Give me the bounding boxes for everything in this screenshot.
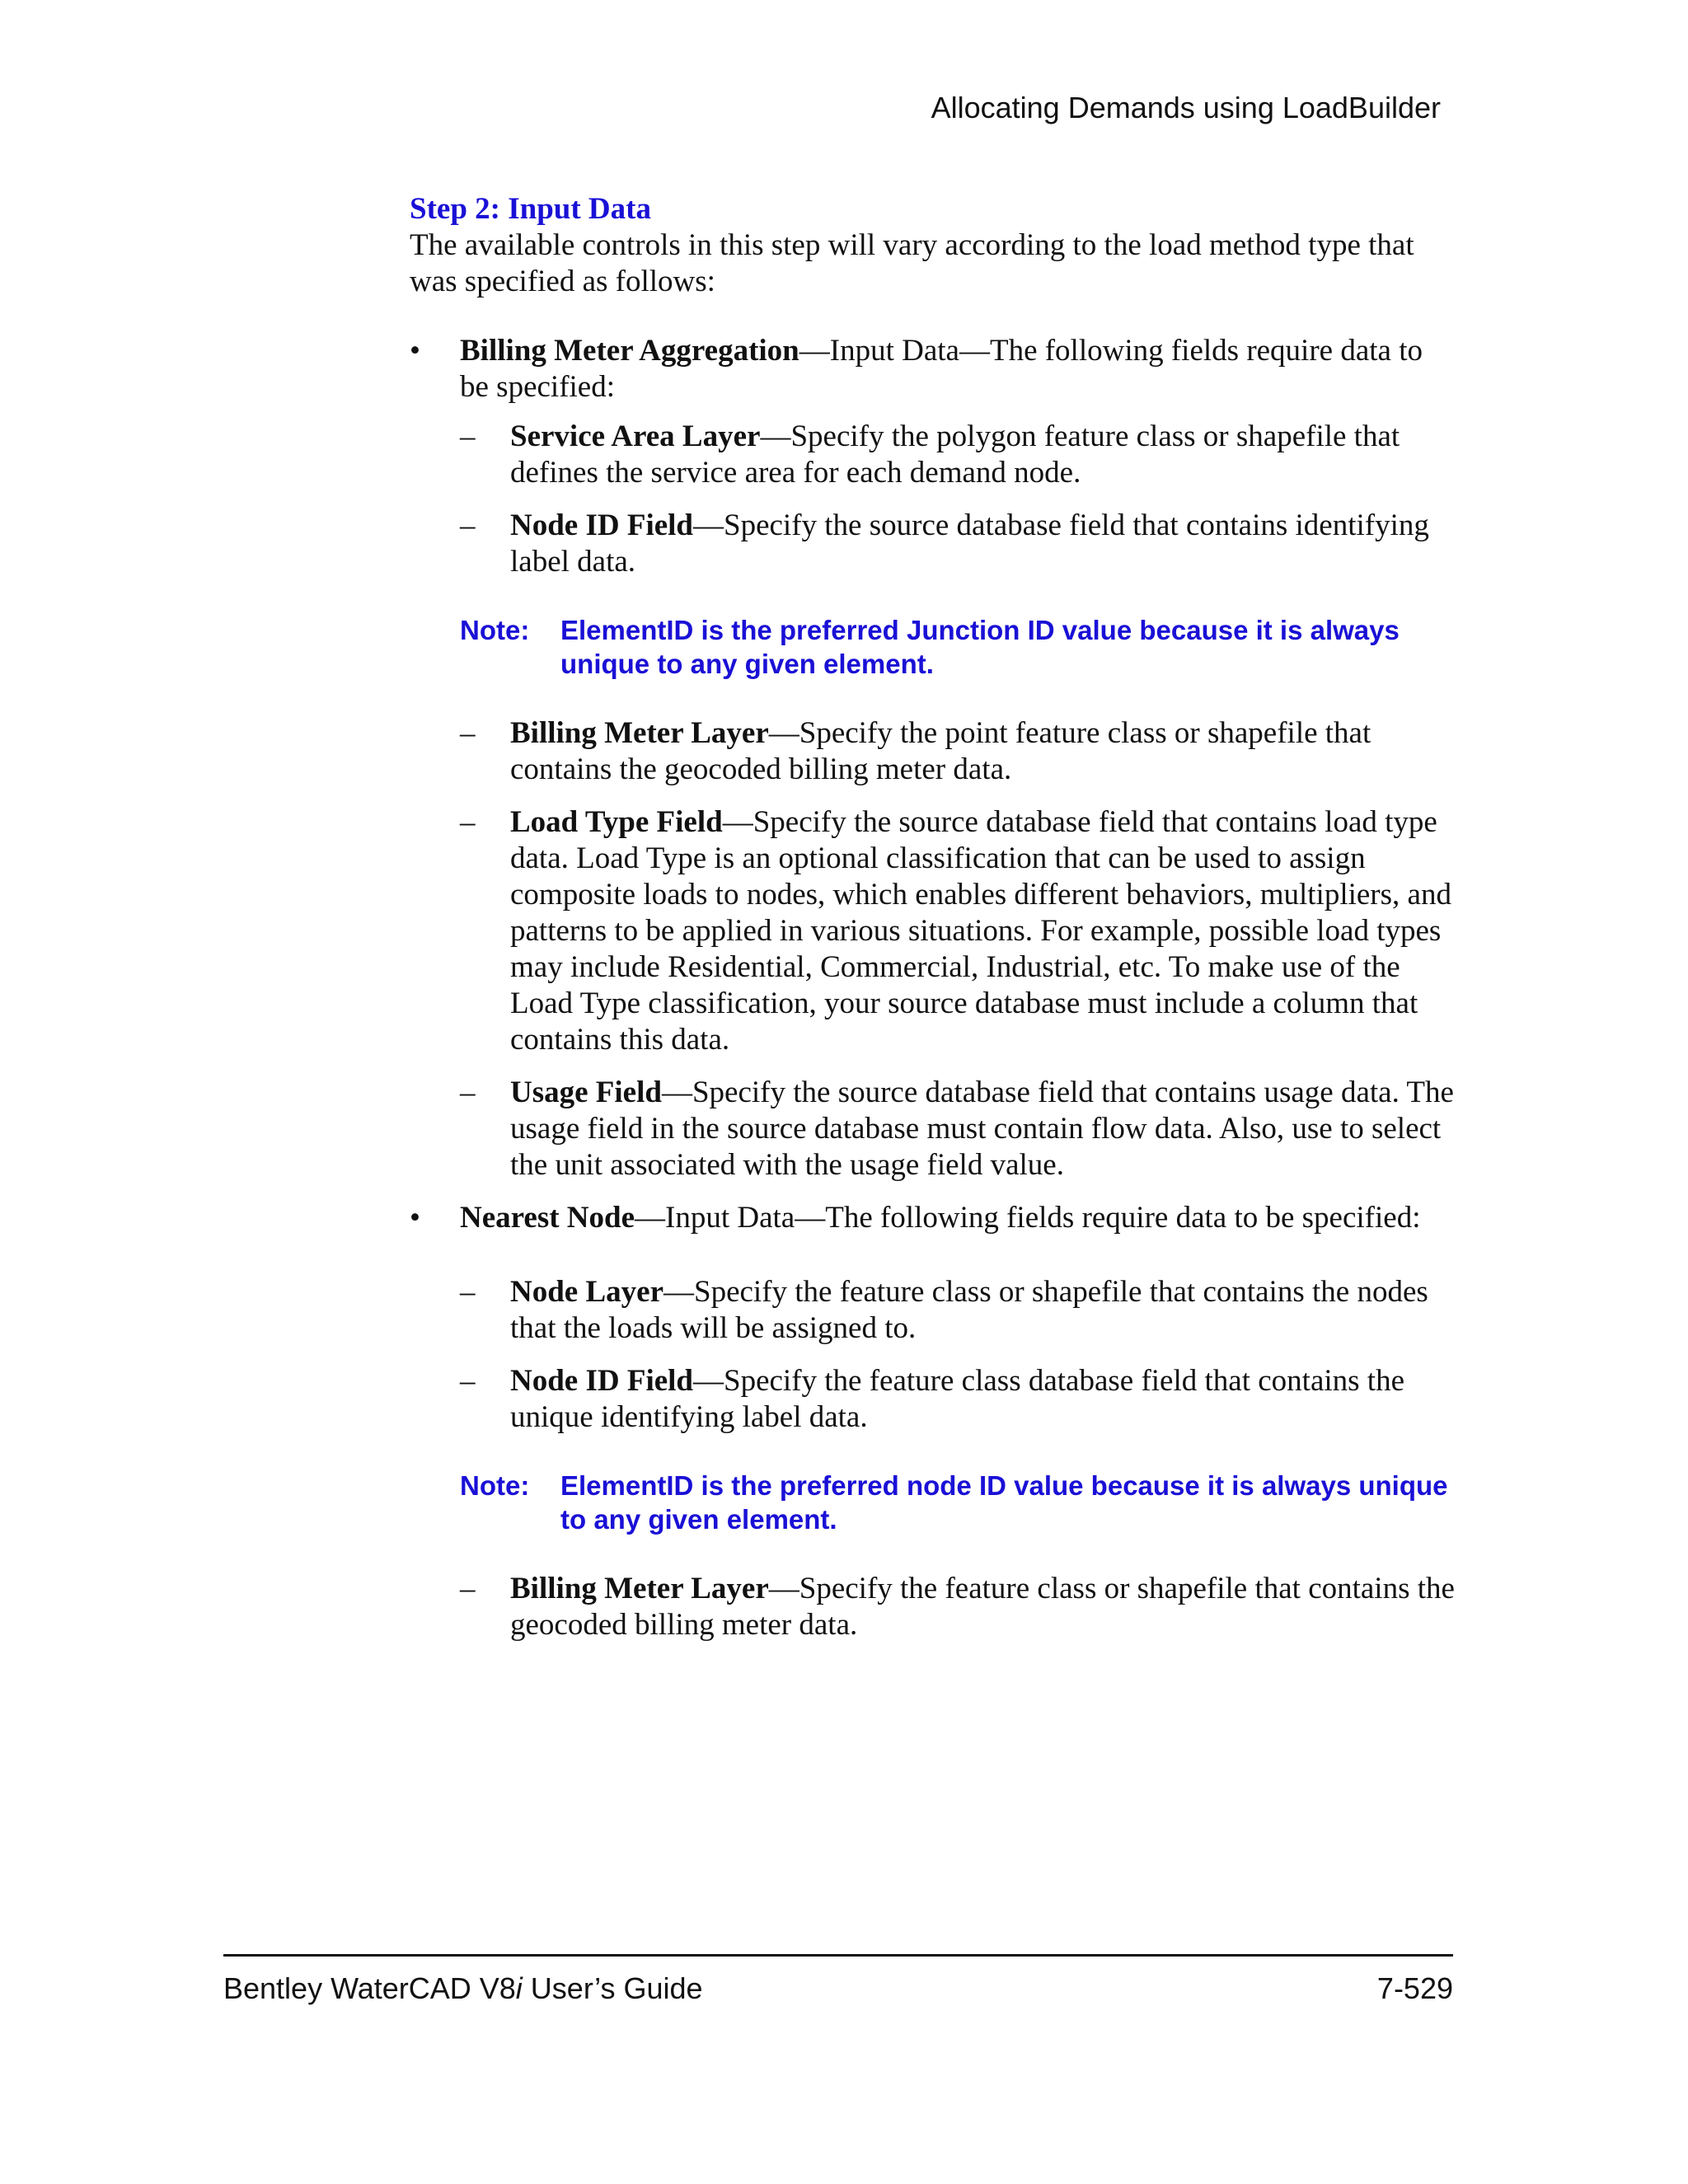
dash-item-load-type-field	[410, 804, 1456, 1058]
dash-item-node-layer	[410, 1274, 1456, 1347]
bullet-marker: •	[410, 334, 420, 368]
item-term: Usage Field	[510, 1076, 662, 1109]
bullet-term: Billing Meter Aggregation	[460, 334, 799, 368]
note-junction-id	[410, 613, 1456, 681]
intro-paragraph: The available controls in this step will vary according to the load method type that was specified as follows:	[410, 228, 1414, 298]
dash-marker: –	[460, 716, 476, 750]
item-text: —Specify the feature class database field that contains the unique identifying label data.	[510, 1364, 1404, 1434]
footer-divider	[223, 1954, 1453, 1957]
item-term: Node ID Field	[510, 509, 693, 542]
section-heading: Step 2: Input Data	[410, 192, 651, 226]
page-content	[410, 191, 1456, 1643]
dash-item-usage-field	[410, 1075, 1456, 1183]
bullet-description: —Input Data—The following fields require data to be specified:	[635, 1201, 1421, 1235]
item-term: Load Type Field	[510, 805, 723, 839]
item-term: Billing Meter Layer	[510, 716, 769, 750]
item-text: —Specify the polygon feature class or shapefile that defines the service area for each demand node.	[510, 419, 1400, 490]
item-text: —Specify the feature class or shapefile that contains the geocoded billing meter data.	[510, 1572, 1455, 1642]
dash-item-billing-meter-layer-2	[410, 1571, 1456, 1643]
dash-marker: –	[460, 509, 476, 542]
dash-marker: –	[460, 1572, 476, 1605]
item-text: —Specify the source database field that contains load type data. Load Type is an optional classification that can be used to assign composite loads to nodes, which enables different behaviors, multipliers, and patterns to be applied in various situations. For example, possible load types may include Residential, Commercial, Industrial, etc. To make use of the Load Type classification, your source database must include a column that contains this data.	[510, 805, 1451, 1057]
bullet-nearest-node	[410, 1200, 1456, 1236]
bullet-term: Nearest Node	[460, 1201, 635, 1235]
bullet-description: —Input Data—The following fields require data to be specified:	[460, 334, 1423, 404]
note-node-id	[410, 1469, 1456, 1536]
dash-marker: –	[460, 805, 476, 839]
item-text: —Specify the feature class or shapefile that contains the nodes that the loads will be assigned to.	[510, 1275, 1428, 1345]
bullet-marker: •	[410, 1201, 420, 1235]
footer-guide-title	[223, 1971, 703, 2006]
note-text: ElementID is the preferred Junction ID value because it is always unique to any given element.	[560, 615, 1400, 679]
dash-item-node-id-field-2	[410, 1363, 1456, 1436]
note-label: Note:	[460, 615, 530, 645]
note-label: Note:	[460, 1470, 530, 1501]
dash-marker: –	[460, 419, 476, 453]
item-term: Node Layer	[510, 1275, 663, 1309]
item-text: —Specify the source database field that contains identifying label data.	[510, 509, 1429, 579]
footer-title-italic: i	[515, 1971, 523, 2005]
dash-marker: –	[460, 1076, 476, 1109]
dash-marker: –	[460, 1275, 476, 1309]
running-header: Allocating Demands using LoadBuilder	[931, 91, 1441, 124]
item-text: —Specify the point feature class or shapefile that contains the geocoded billing meter data.	[510, 716, 1372, 786]
footer-title-suffix: User’s Guide	[522, 1971, 703, 2005]
page-number: 7-529	[1376, 1971, 1453, 2005]
dash-item-node-id-field	[410, 508, 1456, 580]
dash-item-service-area-layer	[410, 419, 1456, 491]
item-term: Service Area Layer	[510, 419, 761, 453]
item-term: Node ID Field	[510, 1364, 693, 1398]
dash-marker: –	[460, 1364, 476, 1398]
bullet-billing-meter-aggregation	[410, 333, 1456, 405]
note-text: ElementID is the preferred node ID value because it is always unique to any given element.	[560, 1470, 1448, 1535]
item-term: Billing Meter Layer	[510, 1572, 769, 1605]
footer-title-prefix: Bentley WaterCAD V8	[223, 1971, 516, 2005]
item-text: —Specify the source database field that contains usage data. The usage field in the source database must contain flow data. Also, use to select the unit associated with the usage field value.	[510, 1076, 1454, 1182]
dash-item-billing-meter-layer	[410, 715, 1456, 788]
